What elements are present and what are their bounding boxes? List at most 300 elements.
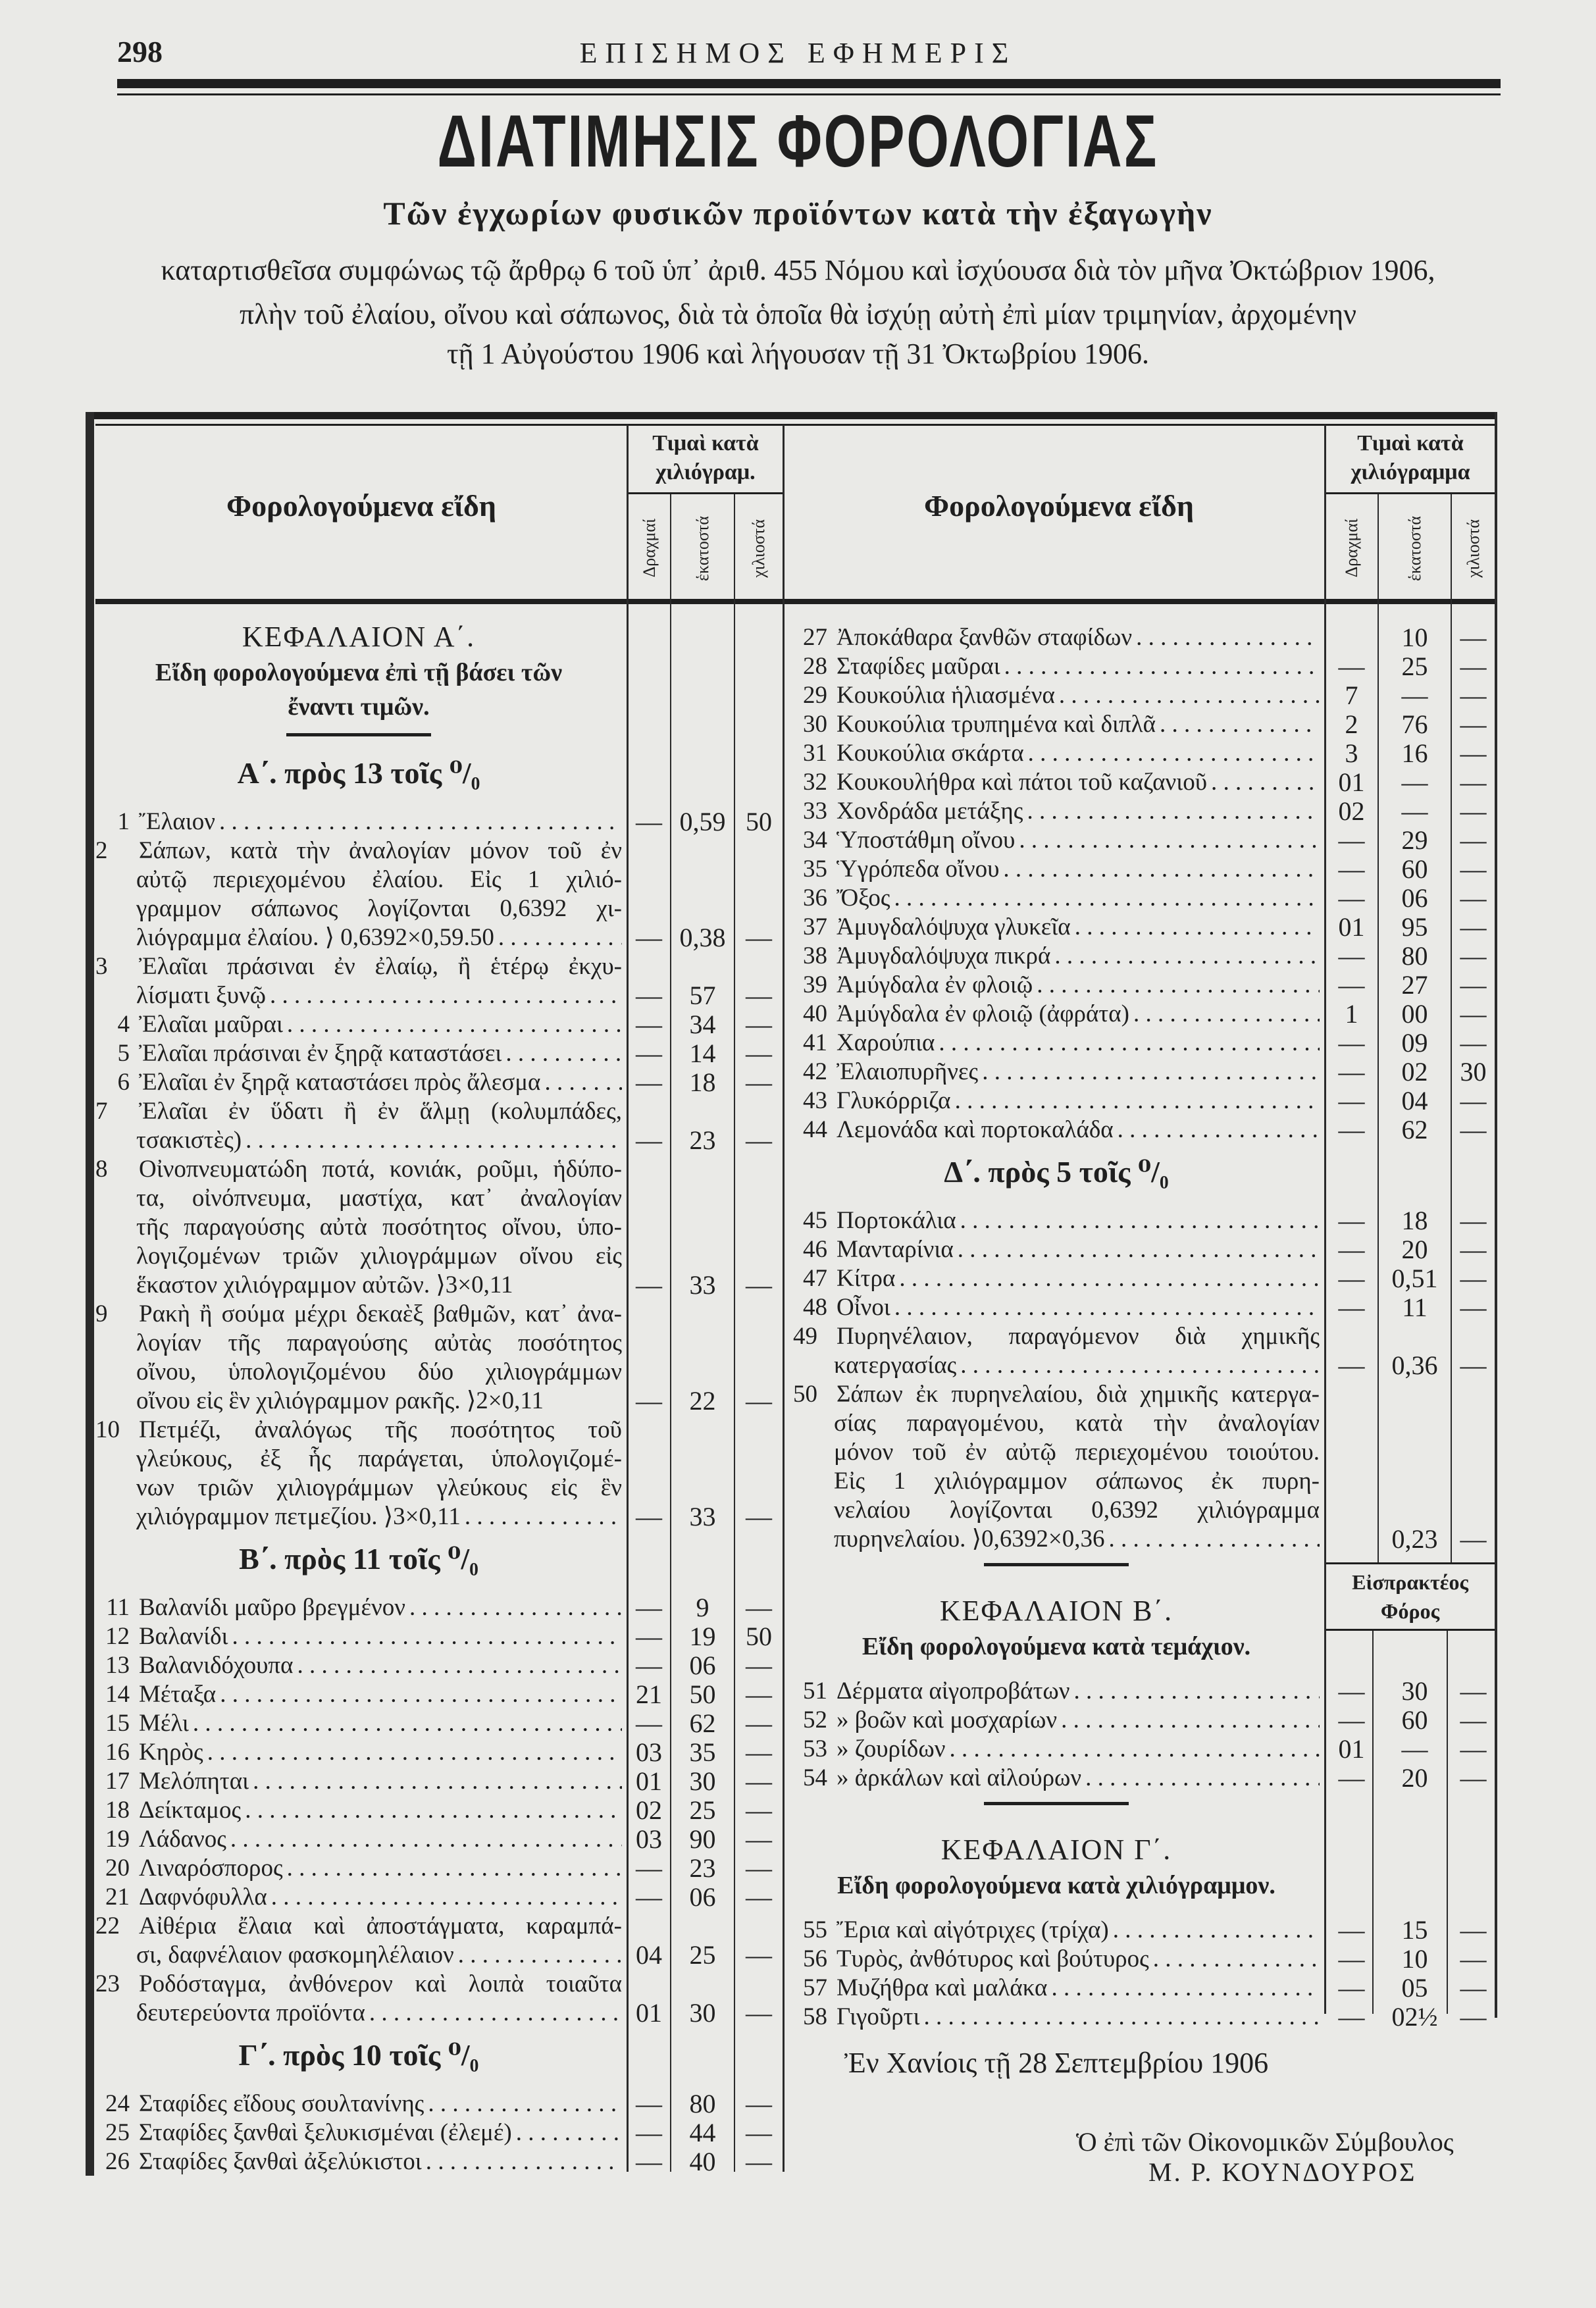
price-drachmai: — — [636, 1067, 662, 1097]
item-number: 40 — [803, 1000, 827, 1027]
chapter-subtitle-line: Εἴδη φορολογούμενα κατὰ τεμάχιον. — [862, 1633, 1251, 1660]
price-cents: 0,59 — [679, 807, 726, 836]
price-drachmai: — — [1338, 1206, 1365, 1235]
item-number: 7 — [95, 1098, 108, 1125]
signatory-name: Μ. Ρ. ΚΟΥΝΔΟΥΡΟΣ — [1148, 2157, 1417, 2187]
row-text-line — [95, 2090, 622, 2118]
item-description: λιόγραμμα ἐλαίου. ⟩ 0,6392×0,59.50 . . . — [136, 924, 494, 951]
price-drachmai: — — [636, 1622, 662, 1651]
item-number: 33 — [803, 798, 827, 825]
table-row — [793, 1206, 1497, 1235]
row-text-line — [793, 1945, 1320, 1974]
item-description: κατεργασίας . . . — [834, 1352, 956, 1379]
row-text-line — [793, 739, 1320, 768]
item-description: Ἔρια καὶ αἰγότριχες (τρίχα) . . . — [837, 1916, 1109, 1943]
price-cents: 40 — [689, 2147, 716, 2176]
price-drachmai: — — [636, 1651, 662, 1680]
table-row — [95, 1155, 800, 1300]
price-mils: — — [746, 2089, 772, 2118]
right-items-heading: Φορολογούμενα εἴδη — [923, 489, 1195, 523]
row-text-line — [793, 1029, 1320, 1058]
price-drachmai: — — [1338, 883, 1365, 913]
item-number: 37 — [803, 913, 827, 940]
table-row — [95, 1680, 800, 1709]
price-cents: 60 — [1401, 854, 1428, 884]
price-drachmai: — — [636, 2089, 662, 2118]
running-head: ΕΠΙΣΗΜΟΣ ΕΦΗΜΕΡΙΣ — [579, 37, 1017, 69]
page-number: 298 — [117, 35, 163, 68]
price-drachmai: — — [1338, 1973, 1365, 2003]
price-cents: 18 — [689, 1067, 716, 1097]
price-mils: — — [746, 923, 772, 952]
row-text-line — [95, 1738, 622, 1767]
item-number: 11 — [106, 1594, 130, 1621]
table-row — [793, 739, 1497, 768]
price-cents: 62 — [1401, 1115, 1428, 1144]
price-mils: — — [1460, 1115, 1487, 1144]
price-mils: — — [1460, 738, 1487, 768]
table-row — [793, 2003, 1497, 2032]
row-text-line — [793, 1706, 1320, 1735]
price-cents: 06 — [689, 1882, 716, 1912]
right-price-heading — [1326, 429, 1495, 487]
price-drachmai: — — [636, 1125, 662, 1155]
price-drachmai: 03 — [636, 1737, 662, 1767]
item-description: Μελόπηται . . . — [139, 1768, 249, 1795]
price-cents: 30 — [689, 1998, 716, 2028]
table-row — [95, 1097, 800, 1155]
item-description: Εἰς 1 χιλιόγραμμον σάπωνος ἐκ πυρη- — [834, 1468, 1320, 1495]
table-row — [793, 1293, 1497, 1322]
item-description: Κίτρα . . . — [837, 1265, 895, 1292]
row-text-line — [95, 1709, 622, 1738]
price-mils: — — [746, 981, 772, 1010]
item-number: 43 — [803, 1087, 827, 1114]
item-number: 42 — [803, 1058, 827, 1085]
footer — [793, 2045, 1497, 2188]
row-text-line — [95, 1213, 622, 1242]
item-description: σι, δαφνέλαιον φασκομηλέλαιον . . . — [136, 1941, 454, 1968]
price-drachmai: — — [636, 981, 662, 1010]
table-row — [95, 1854, 800, 1883]
price-cents: 80 — [1401, 941, 1428, 971]
row-text-line — [95, 1184, 622, 1213]
price-mils: — — [746, 1998, 772, 2028]
item-description: » ζουρίδων . . . — [837, 1735, 945, 1762]
price-mils: — — [1460, 767, 1487, 797]
row-text-line — [793, 1264, 1320, 1293]
item-description: Λιναρόσπορος . . . — [139, 1855, 283, 1882]
table-row — [793, 1087, 1497, 1116]
item-number: 14 — [105, 1681, 130, 1708]
table-row — [793, 1235, 1497, 1264]
price-mils: — — [1460, 1293, 1487, 1322]
price-drachmai: — — [636, 1593, 662, 1622]
item-number: 48 — [803, 1294, 827, 1321]
item-description: Χονδράδα μετάξης . . . — [837, 798, 1023, 825]
row-text-line — [793, 1235, 1320, 1264]
right-price-heading-line-2: χιλιόγραμμα — [1351, 460, 1470, 484]
item-number: 55 — [803, 1916, 827, 1943]
price-cents: 44 — [689, 2118, 716, 2147]
row-text-line — [95, 1502, 622, 1531]
price-mils: — — [1460, 1944, 1487, 1974]
price-cents: 20 — [1401, 1763, 1428, 1793]
row-text-line — [95, 1883, 622, 1912]
table-row — [95, 1622, 800, 1651]
rate-section-heading: Δ΄. πρὸς 5 τοῖς ⁰/₀ — [944, 1155, 1169, 1189]
item-number: 52 — [803, 1706, 827, 1733]
item-number: 26 — [105, 2148, 130, 2175]
table-row — [95, 1039, 800, 1068]
item-number: 38 — [803, 942, 827, 969]
row-text-line — [793, 971, 1320, 1000]
item-description: νων τριῶν χιλιογράμμων γλεύκους εἰς ἓν — [136, 1474, 622, 1501]
masthead-rule-thick — [117, 79, 1501, 88]
price-cents: 34 — [689, 1010, 716, 1039]
price-drachmai: — — [1338, 1763, 1365, 1793]
item-number: 35 — [803, 856, 827, 883]
table-row — [95, 1416, 800, 1531]
table-row — [95, 1593, 800, 1622]
right-price-subheader-line — [1326, 492, 1495, 494]
price-cents: 23 — [689, 1125, 716, 1155]
table-row — [793, 652, 1497, 681]
table-row — [95, 1825, 800, 1854]
price-cents: 30 — [689, 1766, 716, 1796]
item-description: σίας παραγομένου, κατὰ τὴν ἀναλογίαν — [834, 1410, 1320, 1437]
row-text-line — [95, 1999, 622, 2028]
date-line: Ἐν Χανίοις τῇ 28 Σεπτεμβρίου 1906 — [844, 2047, 1269, 2079]
item-number: 10 — [95, 1416, 120, 1443]
row-text-line — [95, 865, 622, 894]
item-number: 51 — [803, 1678, 827, 1705]
document-title — [0, 99, 1596, 184]
row-text-line — [793, 1764, 1320, 1793]
item-description: Βαλανίδι μαῦρο βρεγμένον . . . — [139, 1594, 405, 1621]
price-drachmai: — — [1338, 941, 1365, 971]
section-rule — [984, 1802, 1129, 1805]
table-row — [793, 884, 1497, 913]
left-price-subheader-line — [629, 492, 783, 494]
row-text-line — [95, 1387, 622, 1416]
price-mils: — — [1460, 854, 1487, 884]
chapter-subtitle-line: Εἴδη φορολογούμενα κατὰ χιλιόγραμμον. — [837, 1872, 1275, 1899]
row-text-line — [793, 1351, 1320, 1380]
item-description: λίσματι ξυνῷ . . . — [136, 982, 266, 1009]
price-mils: — — [746, 1593, 772, 1622]
item-number: 47 — [803, 1265, 827, 1292]
price-mils: — — [1460, 999, 1487, 1029]
item-description: Πετμέζι, ἀναλόγως τῆς ποσότητος τοῦ — [139, 1416, 622, 1443]
price-drachmai: — — [636, 1882, 662, 1912]
price-mils: — — [746, 1502, 772, 1531]
row-text-line — [793, 1409, 1320, 1438]
price-mils: — — [746, 1853, 772, 1883]
price-mils: — — [1460, 941, 1487, 971]
row-text-line — [95, 1680, 622, 1709]
item-description: τσακιστὲς) . . . — [136, 1127, 242, 1154]
price-mils: — — [1460, 1676, 1487, 1706]
row-text-line — [793, 1058, 1320, 1087]
price-cents: 23 — [689, 1853, 716, 1883]
price-drachmai: — — [636, 1708, 662, 1738]
item-description: γλεύκους, ἐξ ἧς παράγεται, ὑπολογιζομέ- — [136, 1445, 622, 1472]
item-number: 19 — [105, 1826, 130, 1853]
price-drachmai: — — [636, 1270, 662, 1300]
item-description: Αἰθέρια ἔλαια καὶ ἀποστάγματα, καραμπά- — [139, 1912, 622, 1939]
item-description: Κουκούλια σκάρτα . . . — [837, 740, 1024, 767]
price-mils: — — [746, 2118, 772, 2147]
item-description: Γλυκόρριζα . . . — [837, 1087, 951, 1114]
price-cents: 60 — [1401, 1705, 1428, 1735]
section-rule — [286, 733, 431, 736]
price-cents: 25 — [689, 1940, 716, 1970]
price-drachmai: 04 — [636, 1940, 662, 1970]
price-drachmai: — — [1338, 1293, 1365, 1322]
table-row — [793, 1706, 1497, 1735]
item-number: 21 — [105, 1884, 130, 1911]
item-description: τῆς παραγούσης αὐτὰ ποσότητος οἴνου, ὑπο- — [136, 1214, 622, 1241]
row-text-line — [95, 1593, 622, 1622]
price-cents: 95 — [1401, 912, 1428, 942]
table-row — [95, 1970, 800, 2028]
item-number: 30 — [803, 711, 827, 738]
table-row — [793, 1974, 1497, 2003]
item-description: Κουκούλια ἡλιασμένα . . . — [837, 682, 1055, 709]
row-text-line — [95, 1329, 622, 1358]
row-text-line — [793, 1322, 1320, 1351]
price-cents: 02 — [1401, 1057, 1428, 1087]
table-row — [793, 1945, 1497, 1974]
row-text-line — [793, 1206, 1320, 1235]
right-price-heading-line-1: Τιμαὶ κατὰ — [1357, 431, 1464, 455]
item-description: Ἐλαῖαι μαῦραι . . . — [139, 1011, 283, 1038]
price-cents: 50 — [689, 1680, 716, 1709]
price-drachmai: — — [636, 807, 662, 836]
item-description: Ἀμυγδαλόψυχα πικρά . . . — [837, 942, 1050, 969]
item-number: 49 — [793, 1323, 817, 1350]
row-text-line — [793, 1380, 1320, 1409]
price-drachmai: 2 — [1345, 709, 1358, 739]
left-items-heading: Φορολογούμενα εἴδη — [226, 489, 497, 523]
row-text-line — [793, 1974, 1320, 2003]
item-number: 18 — [105, 1797, 130, 1824]
price-cents: 35 — [689, 1737, 716, 1767]
price-mils: — — [746, 1039, 772, 1068]
item-description: Πορτοκάλια . . . — [837, 1207, 956, 1234]
item-description: Οἰνοπνευματώδη ποτά, κονιάκ, ροῦμι, ἡδύπο- — [139, 1156, 622, 1183]
item-description: Σταφίδες εἴδους σουλτανίνης . . . — [139, 2090, 424, 2117]
row-text-line — [793, 1116, 1320, 1144]
price-mils: — — [1460, 2002, 1487, 2032]
price-cents: 0,23 — [1391, 1524, 1438, 1554]
item-description: Ὑποστάθμη οἴνου . . . — [837, 827, 1015, 854]
price-cents: 30 — [1401, 1676, 1428, 1706]
drachmai-label: Δραχμαί — [639, 519, 659, 578]
table-row — [793, 623, 1497, 652]
tax-payable-heading-line-2: Φόρος — [1380, 1599, 1440, 1623]
row-text-line — [793, 1438, 1320, 1467]
item-number: 9 — [95, 1300, 108, 1327]
item-number: 27 — [803, 624, 827, 651]
tax-payable-heading-line-1: Εἰσπρακτέος — [1352, 1570, 1468, 1594]
right-cents-header — [1379, 499, 1451, 598]
price-cents: 9 — [696, 1593, 709, 1622]
price-drachmai: — — [636, 2147, 662, 2176]
price-cents: 10 — [1401, 623, 1428, 652]
row-text-line — [793, 710, 1320, 739]
item-number: 53 — [803, 1735, 827, 1762]
price-cents: 06 — [1401, 883, 1428, 913]
price-mils: — — [746, 1708, 772, 1738]
price-drachmai: — — [1338, 1350, 1365, 1380]
row-text-line — [793, 855, 1320, 884]
price-mils: — — [1460, 1264, 1487, 1293]
price-drachmai: — — [636, 1039, 662, 1068]
price-mils: — — [1460, 709, 1487, 739]
item-description: οἴνου, ὑπολογιζομένου δύο χιλιογράμμων — [136, 1358, 622, 1385]
table-row — [793, 1916, 1497, 1945]
right-column — [793, 623, 1497, 2188]
price-cents: 33 — [689, 1270, 716, 1300]
price-drachmai: — — [1338, 854, 1365, 884]
item-number: 34 — [803, 827, 827, 854]
price-cents: 09 — [1401, 1028, 1428, 1058]
price-drachmai: — — [636, 2118, 662, 2147]
row-text-line — [793, 768, 1320, 797]
item-number: 24 — [105, 2090, 130, 2117]
price-mils: — — [1460, 825, 1487, 855]
price-mils: — — [1460, 1705, 1487, 1735]
left-cents-header — [671, 499, 734, 598]
price-drachmai: — — [1338, 1028, 1365, 1058]
item-description: Χαρούπια . . . — [837, 1029, 935, 1056]
table-row — [793, 1764, 1497, 1793]
row-text-line — [95, 1970, 622, 1999]
row-text-line — [793, 913, 1320, 942]
price-drachmai: — — [1338, 1235, 1365, 1264]
price-mils: — — [1460, 1235, 1487, 1264]
item-number: 45 — [803, 1207, 827, 1234]
item-description: Ὑγρόπεδα οἴνου . . . — [837, 856, 999, 883]
chapter-heading: ΚΕΦΑΛΑΙΟΝ Β΄. — [939, 1595, 1173, 1627]
price-drachmai: 01 — [1338, 1734, 1365, 1764]
item-description: Ρακὴ ἢ σούμα μέχρι δεκαὲξ βαθμῶν, κατ᾽ ἀνα- — [139, 1300, 622, 1327]
item-number: 29 — [803, 682, 827, 709]
price-drachmai: 03 — [636, 1824, 662, 1854]
table-row — [793, 1735, 1497, 1764]
table-row — [95, 1651, 800, 1680]
item-description: Ἐλαῖαι ἐν ξηρᾷ καταστάσει πρὸς ἄλεσμα . . . — [139, 1069, 540, 1096]
price-cents: 20 — [1401, 1235, 1428, 1264]
price-mils: — — [1460, 1350, 1487, 1380]
item-description: Σάπων, κατὰ τὴν ἀναλογίαν μόνον τοῦ ἐν — [139, 837, 622, 864]
row-text-line — [793, 1293, 1320, 1322]
price-drachmai: — — [1338, 1086, 1365, 1116]
row-text-line — [793, 942, 1320, 971]
price-cents: 29 — [1401, 825, 1428, 855]
price-cents: 02½ — [1391, 2002, 1438, 2032]
price-drachmai: 02 — [1338, 796, 1365, 826]
item-number: 36 — [803, 885, 827, 911]
item-description: Ἐλαῖαι ἐν ὕδατι ἢ ἐν ἅλμῃ (κολυμπάδες, — [139, 1098, 622, 1125]
table-row — [95, 1796, 800, 1825]
price-drachmai: 01 — [636, 1766, 662, 1796]
item-description: αὐτῷ περιεχομένου ἐλαίου. Εἰς 1 χιλιό- — [136, 866, 622, 893]
rate-section-heading: Α΄. πρὸς 13 τοῖς ⁰/₀ — [237, 756, 480, 790]
table-row — [793, 942, 1497, 971]
item-number: 2 — [95, 837, 108, 864]
price-drachmai: — — [1338, 1115, 1365, 1144]
left-price-heading-line-2: χιλιόγραμ. — [656, 460, 756, 484]
chapter-subtitle — [793, 1629, 1320, 1664]
table-left-border — [86, 412, 94, 2176]
row-text-line — [95, 1825, 622, 1854]
table-row — [95, 1709, 800, 1738]
price-cents: 62 — [689, 1708, 716, 1738]
table-row — [793, 1322, 1497, 1380]
row-text-line — [95, 1474, 622, 1502]
document-subtitle: Τῶν ἐγχωρίων φυσικῶν προϊόντων κατὰ τὴν ἐξαγωγὴν — [383, 195, 1213, 232]
price-mils: 50 — [746, 807, 772, 836]
row-text-line — [793, 1496, 1320, 1525]
item-description: Ἐλαῖαι πράσιναι ἐν ἐλαίῳ, ἢ ἑτέρῳ ἐκχυ- — [139, 953, 622, 980]
left-price-heading — [629, 429, 783, 487]
item-description: Ὄξος . . . — [837, 885, 890, 911]
price-mils: — — [1460, 680, 1487, 710]
item-number: 1 — [117, 808, 130, 835]
price-drachmai: 01 — [636, 1998, 662, 2028]
table-row — [793, 1264, 1497, 1293]
item-number: 39 — [803, 971, 827, 998]
row-text-line — [95, 1039, 622, 1068]
chapter-subtitle — [793, 1868, 1320, 1903]
item-number: 16 — [105, 1739, 130, 1766]
item-description: Σταφίδες ξανθαὶ ἀξελύκιστοι . . . — [139, 2148, 422, 2175]
table-header-bottom-border — [95, 599, 1496, 604]
price-drachmai: — — [1338, 1057, 1365, 1087]
price-drachmai: — — [1338, 652, 1365, 681]
price-cents: 18 — [1401, 1206, 1428, 1235]
item-description: Δέρματα αἰγοπροβάτων . . . — [837, 1678, 1070, 1705]
price-drachmai: 21 — [636, 1680, 662, 1709]
price-cents: 33 — [689, 1502, 716, 1531]
table-row — [793, 797, 1497, 826]
item-number: 6 — [117, 1069, 130, 1096]
row-text-line — [793, 1916, 1320, 1945]
table-row — [793, 1380, 1497, 1554]
price-drachmai: 3 — [1345, 738, 1358, 768]
price-mils: — — [1460, 652, 1487, 681]
price-mils: — — [746, 1940, 772, 1970]
row-text-line — [793, 1467, 1320, 1496]
intro-line-1: καταρτισθεῖσα συμφώνως τῷ ἄρθρῳ 6 τοῦ ὑπ᾽ ἀριθ. 455 Νόμου καὶ ἰσχύουσα διὰ τὸν μῆνα Ὀκτώβριον 1906, — [161, 254, 1435, 286]
table-row — [95, 1300, 800, 1416]
row-text-line — [793, 1735, 1320, 1764]
chapter-subtitle-line: ἔναντι τιμῶν. — [288, 693, 430, 721]
item-description: πυρηνελαίου. ⟩0,6392×0,36 . . . — [834, 1526, 1104, 1552]
table-row — [95, 1068, 800, 1097]
price-mils: — — [746, 1651, 772, 1680]
chapter-subtitle-line: Εἴδη φορολογούμενα ἐπὶ τῇ βάσει τῶν — [155, 659, 563, 686]
price-cents: — — [1401, 796, 1428, 826]
price-mils: — — [746, 1386, 772, 1416]
row-text-line — [95, 1242, 622, 1271]
signatory-title: Ὁ ἐπὶ τῶν Οἰκονομικῶν Σύμβουλος — [1076, 2127, 1454, 2157]
row-text-line — [95, 1445, 622, 1474]
price-cents: 0,36 — [1391, 1350, 1438, 1380]
